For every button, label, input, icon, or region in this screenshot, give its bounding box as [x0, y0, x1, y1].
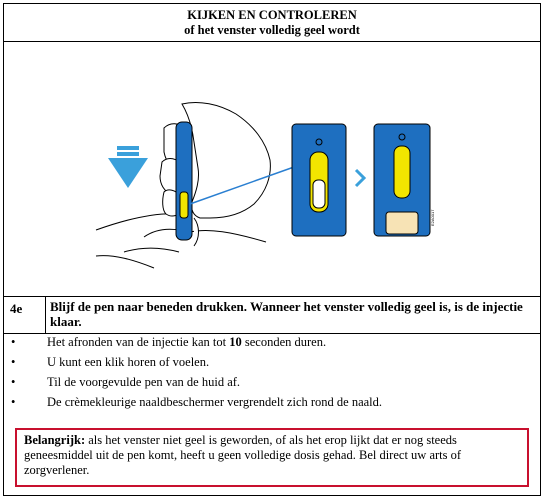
list-item: [4, 375, 540, 395]
illustration: [4, 42, 540, 297]
step-divider: [45, 296, 46, 333]
bullet-text: U kunt een klik horen of voelen.: [47, 355, 210, 369]
bullet-marker: •: [11, 355, 16, 369]
warning-label: Belangrijk:: [24, 433, 86, 447]
step-row: [4, 296, 540, 334]
header-subtitle: of het venster volledig geel wordt: [184, 23, 360, 37]
pen: [176, 122, 192, 240]
warning-text: als het venster niet geel is geworden, of als het erop lijkt dat er nog steeds geneesmiddel uit de pen komt, heeft u geen volledige dosis gehad. Bel direct uw arts of zorgverlener.: [24, 433, 462, 477]
bullet-marker: •: [11, 335, 16, 349]
header-title: KIJKEN EN CONTROLEREN: [187, 8, 357, 22]
arrow-down-icon: [108, 146, 148, 188]
header-row: [4, 4, 540, 42]
chevron-right-icon: [356, 170, 364, 186]
illustration-svg: [4, 42, 540, 296]
window-zoom-after: [374, 124, 430, 236]
warning-box: [15, 428, 529, 487]
instruction-table: [3, 3, 541, 496]
step-number: 4e: [10, 301, 23, 316]
bullet-bold: 10: [229, 335, 242, 349]
step-instruction: Blijf de pen naar beneden drukken. Wanneer het venster volledig geel is, is de injectie klaar.: [50, 299, 523, 329]
list-item: [4, 355, 540, 375]
bullet-text: Het afronden van de injectie kan tot 10 seconden duren.: [47, 335, 327, 349]
bullet-text: De crèmekleurige naaldbeschermer vergrendelt zich rond de naald.: [47, 395, 383, 409]
figure-code: E2A0017: [430, 209, 435, 226]
window-zoom-before: [292, 124, 346, 236]
bullet-marker: •: [11, 395, 16, 409]
bullet-text: Til de voorgevulde pen van de huid af.: [47, 375, 241, 389]
list-item: [4, 395, 540, 415]
list-item: [4, 335, 540, 355]
bullet-marker: •: [11, 375, 16, 389]
